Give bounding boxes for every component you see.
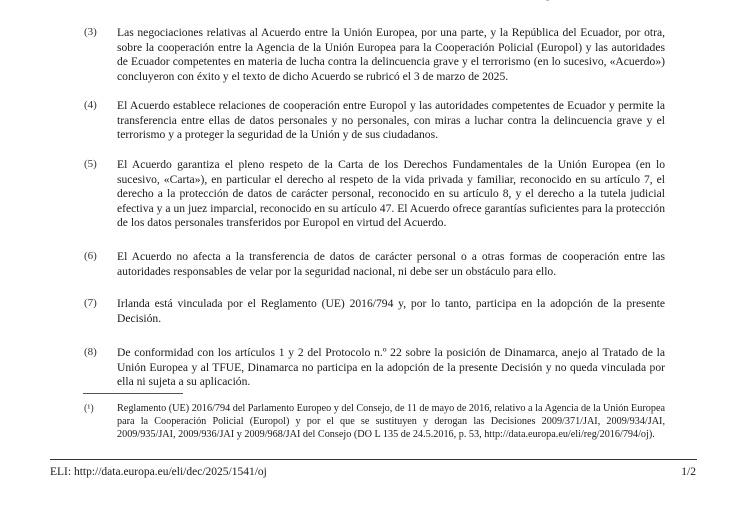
recital-text: El Acuerdo no afecta a la transferencia de datos de carácter personal o a otras formas de cooperación entre las autoridades responsables de velar por la seguridad nacional, ni debe ser un obstáculo para ello. [117, 250, 665, 278]
eli-reference: ELI: http://data.europa.eu/eli/dec/2025/1541/oj [50, 466, 267, 478]
recital-text: De conformidad con los artículos 1 y 2 del Protocolo n.º 22 sobre la posición de Dinamarca, anejo al Tratado de la Unión Europea y al TFUE, Dinamarca no participa en la adopción de la presente Decisión y no queda vinculada por ella ni sujeta a su aplicación. [117, 346, 665, 389]
footnote-divider [83, 393, 183, 394]
recital-text: El Acuerdo establece relaciones de cooperación entre Europol y las autoridades competentes de Ecuador y permite la transferencia entre ellas de datos personales y no personales, con miras a luchar contra la delincuencia grave y el terrorismo y a proteger la seguridad de la Unión y de sus ciudadanos. [117, 99, 665, 142]
recital-number: (4) [84, 99, 97, 111]
footnote-mark: (¹) [84, 403, 94, 414]
recital-text: Irlanda está vinculada por el Reglamento (UE) 2016/794 y, por lo tanto, participa en la adopción de la presente Decisión. [117, 297, 665, 325]
clipped-text-fragment [545, 0, 551, 1]
recital-number: (5) [84, 158, 97, 170]
footnote-text: Reglamento (UE) 2016/794 del Parlamento Europeo y del Consejo, de 11 de mayo de 2016, relativo a la Agencia de la Unión Europea para la Cooperación Policial (Europol) y por el que se sustituyen y derogan las Decisiones 2009/371/JAI, 2009/934/JAI, 2009/935/JAI, 2009/936/JAI y 2009/968/JAI del Consejo (DO L 135 de 24.5.2016, p. 53, http://data.europa.eu/eli/reg/2016/794/oj). [117, 403, 665, 440]
clipped-previous-line [0, 0, 750, 3]
recital-number: (8) [84, 346, 97, 358]
recital-text: El Acuerdo garantiza el pleno respeto de la Carta de los Derechos Fundamentales de la Unión Europea (en lo sucesivo, «Carta»), en particular el derecho al respeto de la vida privada y familiar, reconocido en su artículo 7, el derecho a la protección de datos de carácter personal, reconocido en su artículo 8, y el derecho a la tutela judicial efectiva y a un juez imparcial, reconocido en su artículo 47. El Acuerdo ofrece garantías suficientes para la protección de los datos personales transferidos por Europol en virtud del Acuerdo. [117, 158, 665, 230]
recital-text: Las negociaciones relativas al Acuerdo entre la Unión Europea, por una parte, y la República del Ecuador, por otra, sobre la cooperación entre la Agencia de la Unión Europea para la Cooperación Policial (Europol) y las autoridades de Ecuador competentes en materia de lucha contra la delincuencia grave y el terrorismo (en lo sucesivo, «Acuerdo») concluyeron con éxito y el texto de dicho Acuerdo se rubricó el 3 de marzo de 2025. [117, 26, 665, 83]
footer-divider [50, 459, 697, 460]
recital-number: (3) [84, 26, 97, 38]
recital-number: (6) [84, 250, 97, 262]
page-number: 1/2 [681, 466, 696, 478]
recital-number: (7) [84, 297, 97, 309]
